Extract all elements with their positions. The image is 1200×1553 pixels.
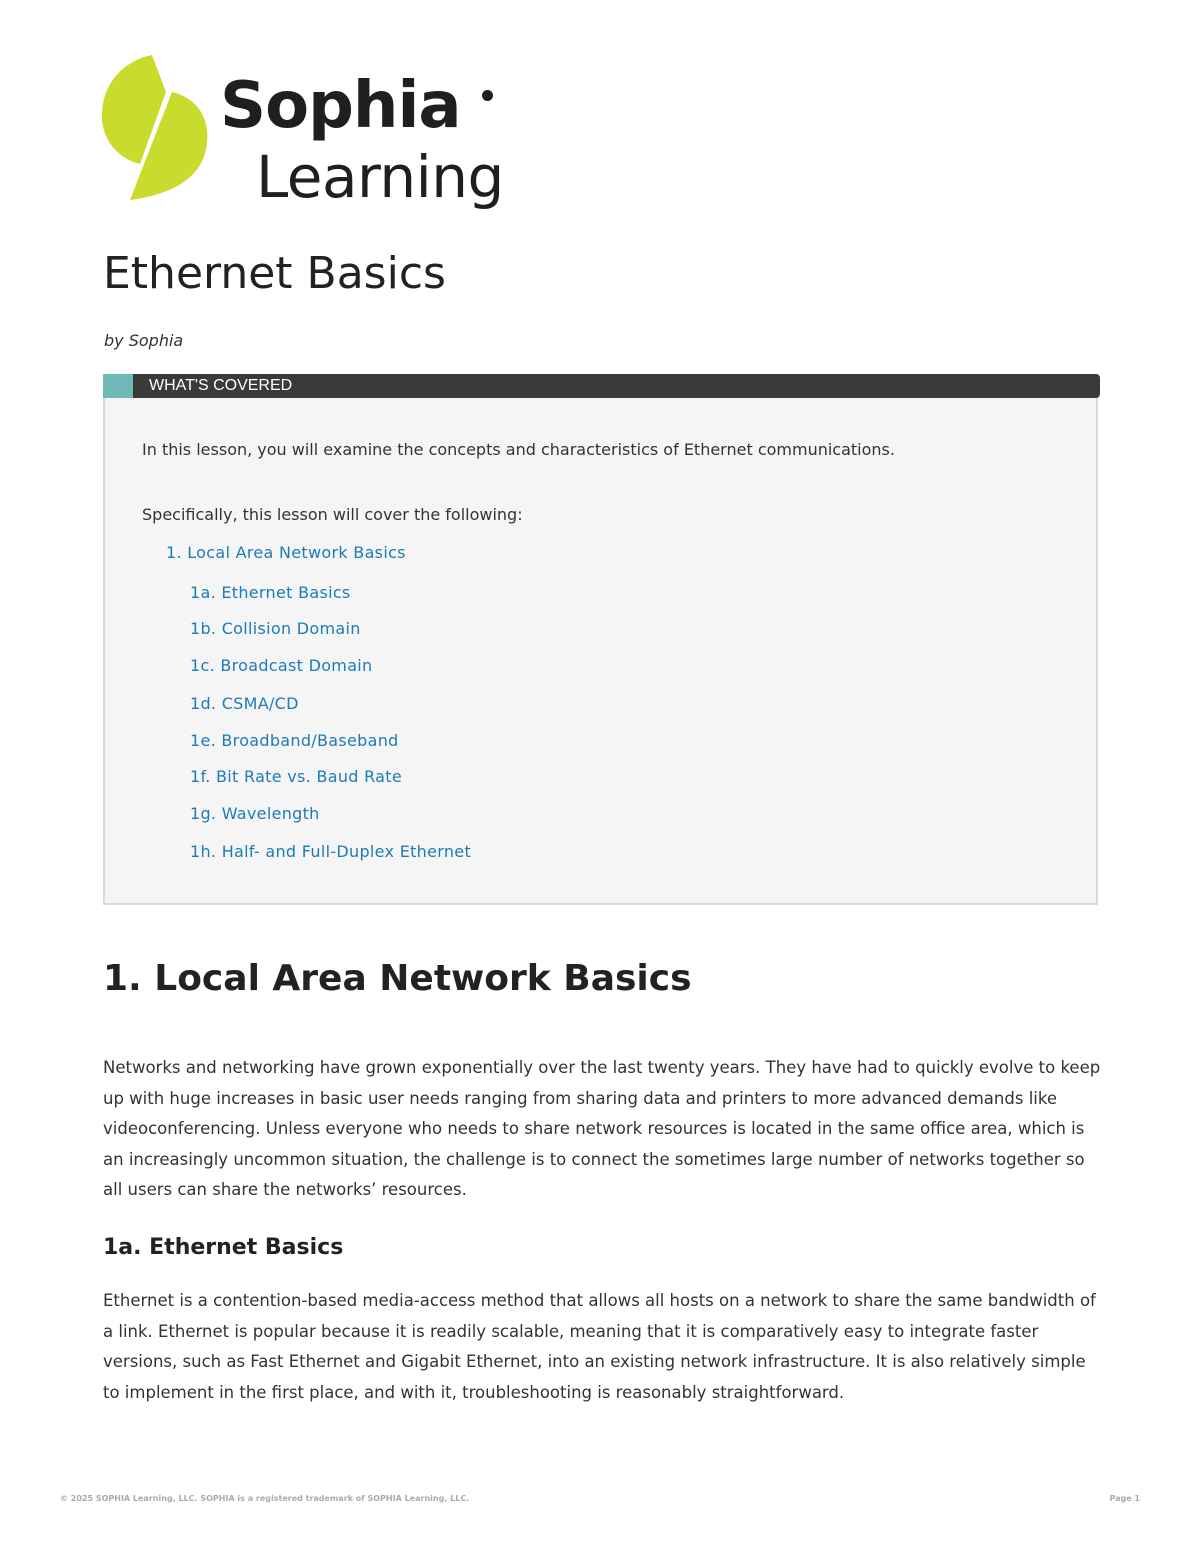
toc-link-half-full-duplex[interactable]: 1h. Half- and Full-Duplex Ethernet xyxy=(190,842,472,861)
toc-link-collision-domain[interactable]: 1b. Collision Domain xyxy=(190,619,361,638)
toc-link-ethernet-basics[interactable]: 1a. Ethernet Basics xyxy=(190,583,351,602)
section-heading-1: 1. Local Area Network Basics xyxy=(103,958,692,999)
toc-link-wavelength[interactable]: 1g. Wavelength xyxy=(190,804,320,823)
toc-link-bit-rate-vs-baud-rate[interactable]: 1f. Bit Rate vs. Baud Rate xyxy=(190,767,403,786)
section-1a-paragraph: Ethernet is a contention-based media-access method that allows all hosts on a network to share the same bandwidth of a link. Ethernet is popular because it is readily scalable, meaning that it is comparatively easy to integrate faster versions, such as Fast Ethernet and Gigabit Ethernet, into an existing network infrastructure. It is also relatively simple to implement in the first place, and with it, troubleshooting is reasonably straightforward. xyxy=(103,1291,1096,1402)
footer-copyright: © 2025 SOPHIA Learning, LLC. SOPHIA is a registered trademark of SOPHIA Learning, LLC. xyxy=(60,1494,470,1503)
sophia-logo-mark-icon xyxy=(100,52,215,202)
logo-word-learning: Learning xyxy=(256,143,504,211)
whats-covered-box xyxy=(103,374,1098,905)
footer-page-number: Page 1 xyxy=(1109,1494,1140,1503)
toc-link-broadband-baseband[interactable]: 1e. Broadband/Baseband xyxy=(190,731,399,750)
whats-covered-label: WHAT'S COVERED xyxy=(149,377,293,394)
toc-link-local-area-network-basics[interactable]: 1. Local Area Network Basics xyxy=(166,543,406,562)
section-1-paragraph: Networks and networking have grown exponentially over the last twenty years. They have had to quickly evolve to keep up with huge increases in basic user needs ranging from sharing data and printers to more advanced demands like videoconferencing. Unless everyone who needs to share network resources is located in the same office area, which is an increasingly uncommon situation, the challenge is to connect the sometimes large number of networks together so all users can share the networks’ resources. xyxy=(103,1058,1101,1199)
registered-mark-icon xyxy=(482,90,493,101)
section-heading-1a: 1a. Ethernet Basics xyxy=(103,1235,344,1260)
covered-specifically-text: Specifically, this lesson will cover the following: xyxy=(142,505,523,524)
covered-intro-text: In this lesson, you will examine the concepts and characteristics of Ethernet communications. xyxy=(142,440,895,459)
whats-covered-header xyxy=(103,374,1100,398)
logo-word-sophia: Sophia xyxy=(220,69,461,143)
toc-link-csma-cd[interactable]: 1d. CSMA/CD xyxy=(190,694,299,713)
sophia-learning-logo xyxy=(100,52,520,212)
byline: by Sophia xyxy=(104,331,184,350)
page-title: Ethernet Basics xyxy=(103,248,446,299)
header-accent xyxy=(103,374,133,398)
toc-link-broadcast-domain[interactable]: 1c. Broadcast Domain xyxy=(190,656,373,675)
